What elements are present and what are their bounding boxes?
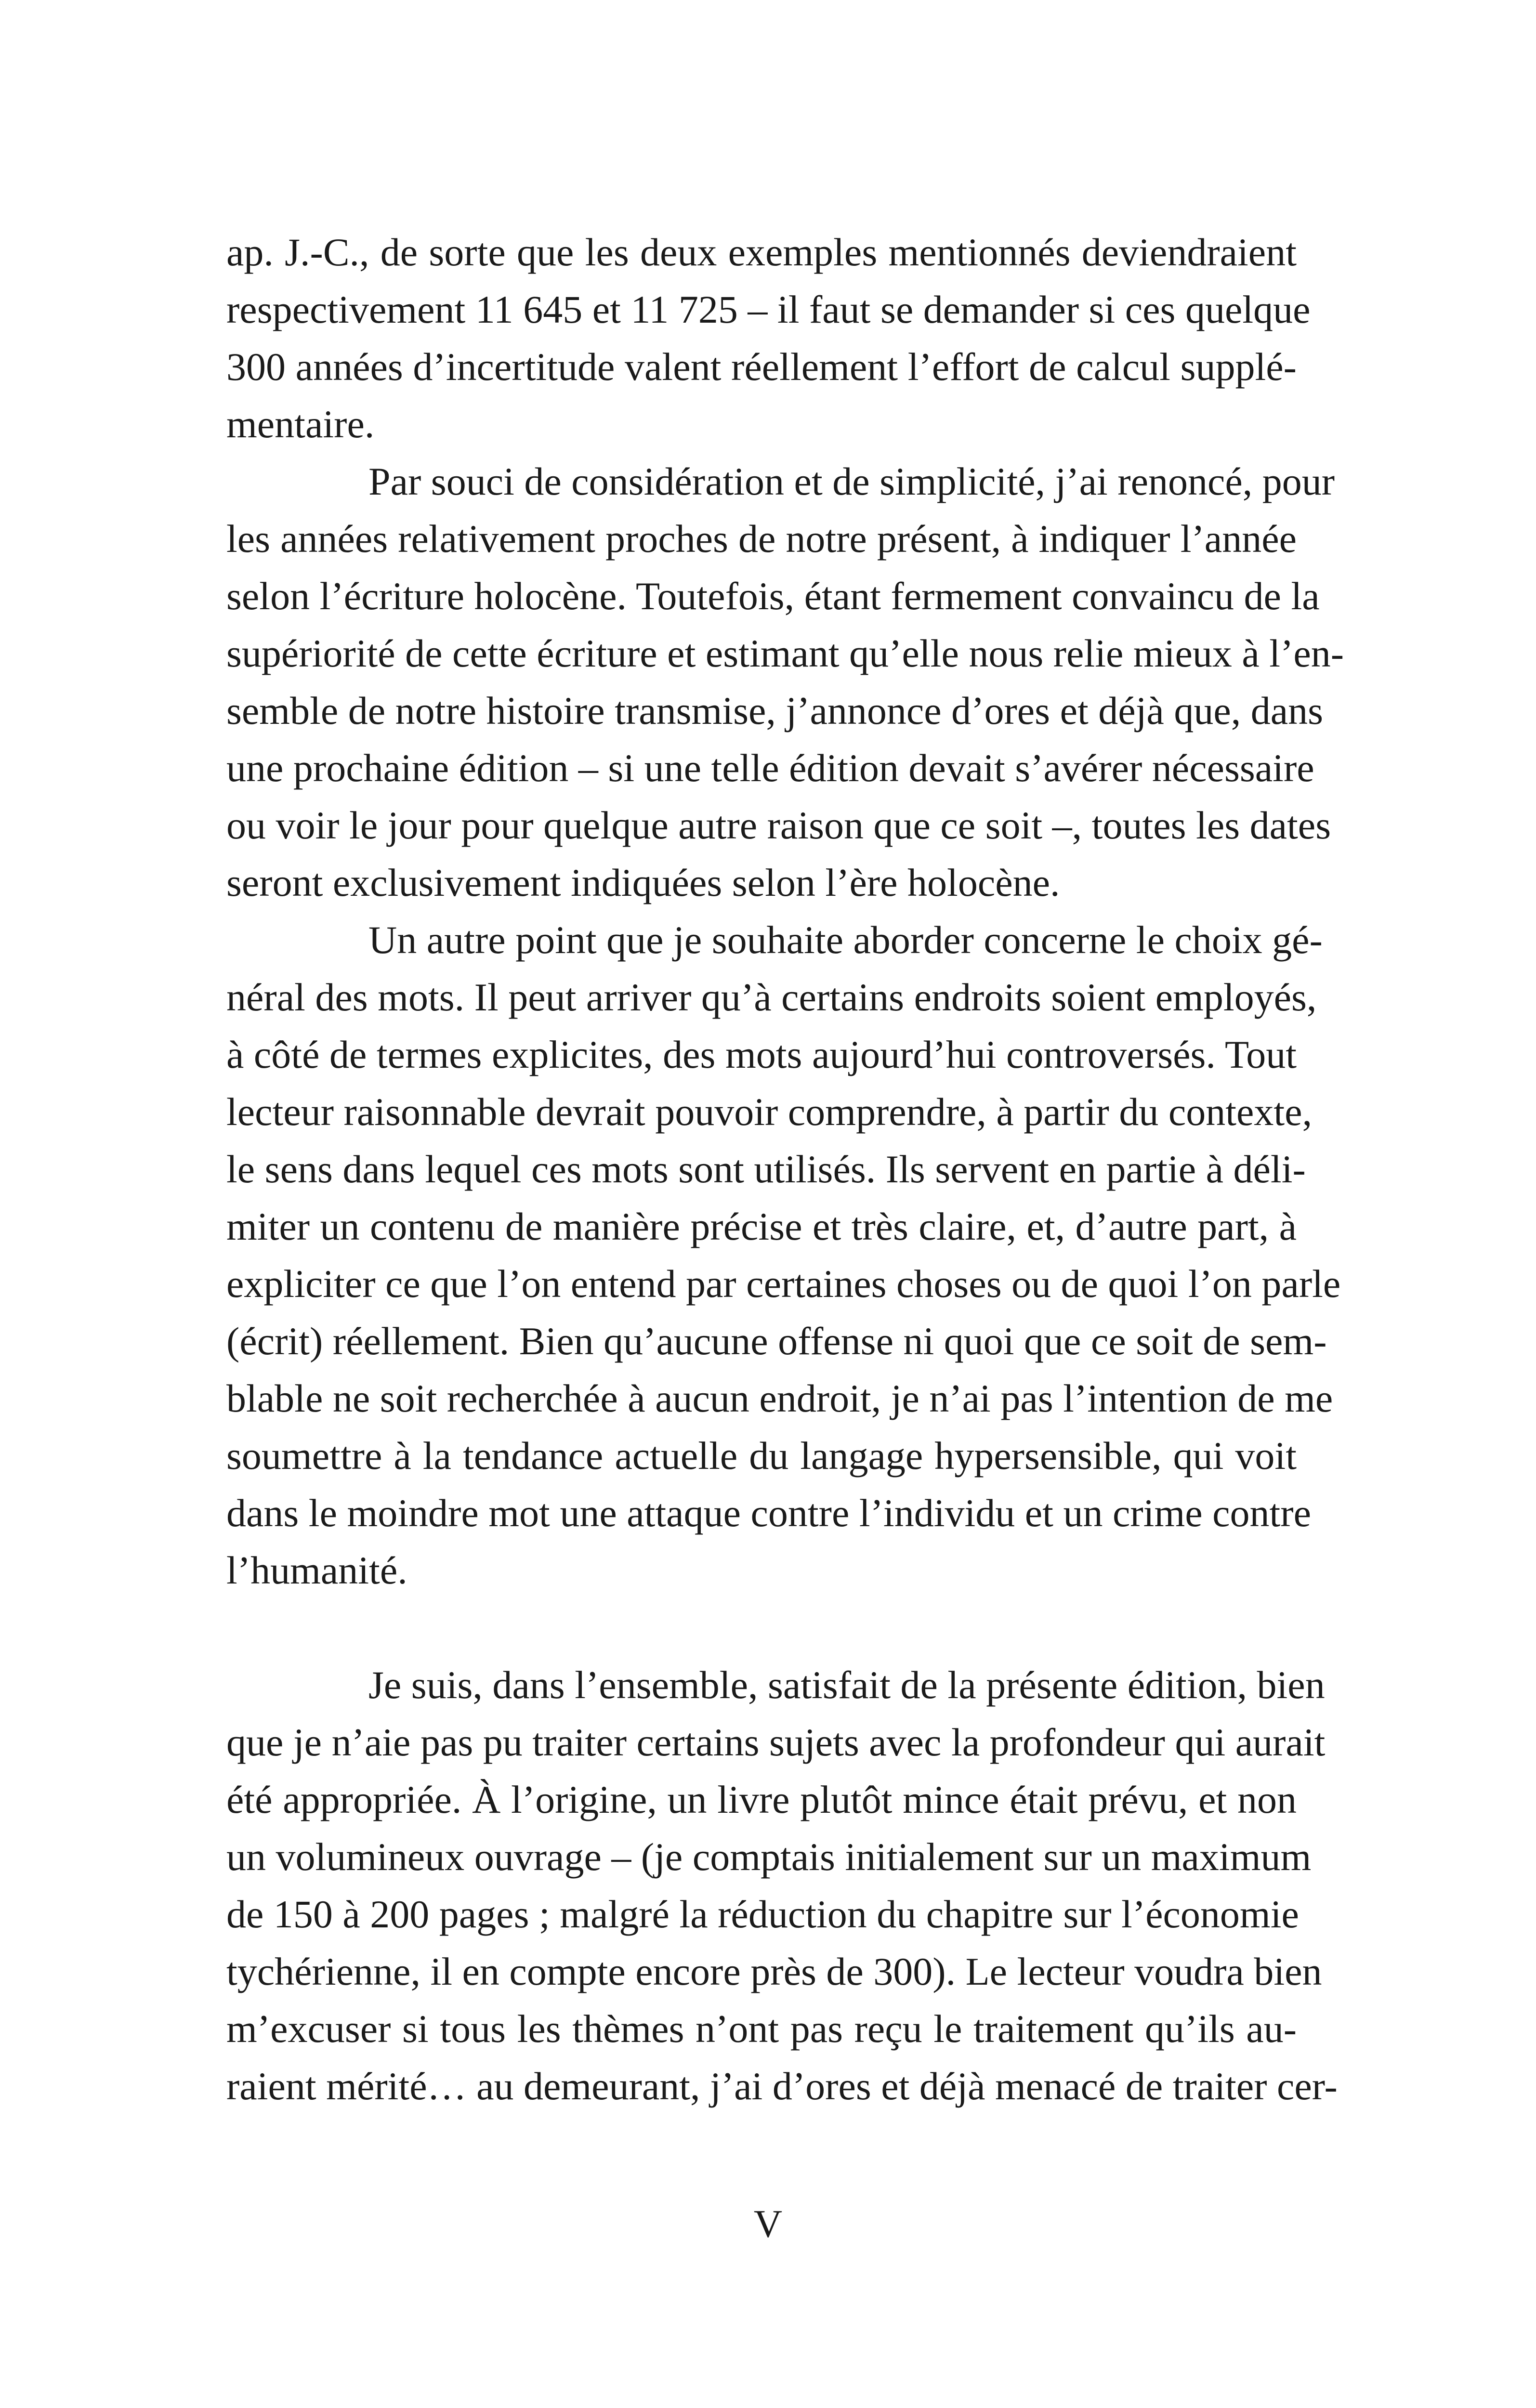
text-line: l’humanité.	[226, 1548, 407, 1592]
text-line: de 150 à 200 pages ; malgré la réduction du chapitre sur l’économie	[226, 1892, 1299, 1936]
text-line: raient mérité… au demeurant, j’ai d’ores et déjà menacé de traiter cer-	[226, 2064, 1338, 2108]
text-line: mentaire.	[226, 402, 375, 446]
text-line: semble de notre histoire transmise, j’annonce d’ores et déjà que, dans	[226, 689, 1324, 733]
text-line: le sens dans lequel ces mots sont utilisés. Ils servent en partie à déli-	[226, 1147, 1306, 1191]
text-line: ap. J.-C., de sorte que les deux exemples mentionnés deviendraient	[226, 230, 1297, 274]
text-line: respectivement 11 645 et 11 725 – il faut se demander si ces quelque	[226, 288, 1311, 331]
text-line: m’excuser si tous les thèmes n’ont pas reçu le traitement qu’ils au-	[226, 2007, 1297, 2051]
page-number: V	[753, 2202, 783, 2246]
text-line: Par souci de considération et de simplicité, j’ai renoncé, pour	[368, 459, 1335, 503]
text-line: été appropriée. À l’origine, un livre plutôt mince était prévu, et non	[226, 1778, 1297, 1821]
text-line: dans le moindre mot une attaque contre l’individu et un crime contre	[226, 1491, 1311, 1535]
text-line: soumettre à la tendance actuelle du langage hypersensible, qui voit	[226, 1434, 1297, 1478]
paragraph	[226, 223, 1311, 453]
text-line: néral des mots. Il peut arriver qu’à certains endroits soient employés,	[226, 975, 1317, 1019]
text-line: à côté de termes explicites, des mots aujourd’hui controversés. Tout	[226, 1033, 1297, 1076]
text-line: expliciter ce que l’on entend par certaines choses ou de quoi l’on parle	[226, 1262, 1341, 1306]
paragraph	[226, 453, 1344, 911]
body-text	[226, 223, 1344, 2115]
text-line: un volumineux ouvrage – (je comptais initialement sur un maximum	[226, 1835, 1312, 1879]
paragraph	[226, 911, 1341, 1599]
text-line: miter un contenu de manière précise et très claire, et, d’autre part, à	[226, 1204, 1297, 1248]
text-line: tychérienne, il en compte encore près de 300). Le lecteur voudra bien	[226, 1950, 1322, 1993]
text-line: seront exclusivement indiquées selon l’ère holocène.	[226, 861, 1060, 904]
text-line: les années relativement proches de notre présent, à indiquer l’année	[226, 517, 1297, 561]
text-line: Je suis, dans l’ensemble, satisfait de la présente édition, bien	[368, 1663, 1325, 1707]
text-line: blable ne soit recherchée à aucun endroit, je n’ai pas l’intention de me	[226, 1376, 1333, 1420]
paragraph	[226, 1656, 1338, 2115]
text-line: lecteur raisonnable devrait pouvoir comprendre, à partir du contexte,	[226, 1090, 1313, 1134]
text-line: (écrit) réellement. Bien qu’aucune offense ni quoi que ce soit de sem-	[226, 1319, 1327, 1363]
text-line: Un autre point que je souhaite aborder concerne le choix gé-	[368, 918, 1323, 962]
paragraph-gap	[226, 1599, 1297, 1656]
text-line: selon l’écriture holocène. Toutefois, étant fermement convaincu de la	[226, 574, 1320, 618]
text-line: 300 années d’incertitude valent réellement l’effort de calcul supplé-	[226, 345, 1297, 389]
text-line: ou voir le jour pour quelque autre raison que ce soit –, toutes les dates	[226, 803, 1331, 847]
text-line: que je n’aie pas pu traiter certains sujets avec la profondeur qui aurait	[226, 1720, 1326, 1764]
text-line: une prochaine édition – si une telle édition devait s’avérer nécessaire	[226, 746, 1314, 790]
text-line: supériorité de cette écriture et estimant qu’elle nous relie mieux à l’en-	[226, 631, 1344, 675]
